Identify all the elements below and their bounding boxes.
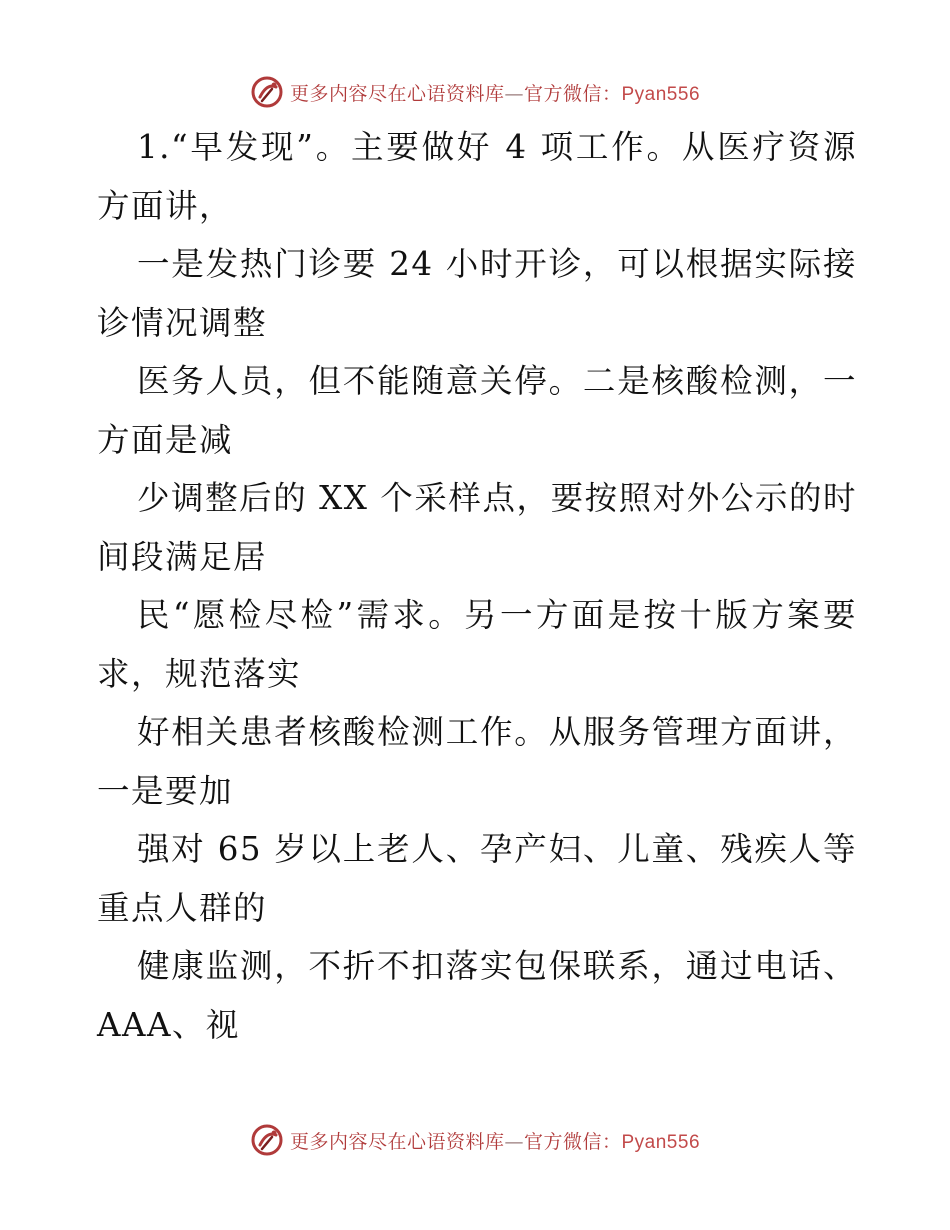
paragraph: 一是发热门诊要 24 小时开诊，可以根据实际接诊情况调整	[97, 245, 857, 342]
brand-text: 更多内容尽在心语资料库	[289, 82, 505, 105]
banner-dash: —	[504, 1130, 524, 1153]
paragraph: 健康监测，不折不扣落实包保联系，通过电话、AAA、视	[97, 947, 857, 1044]
paragraph: 民“愿检尽检”需求。另一方面是按十版方案要求，规范落实	[97, 596, 857, 693]
wechat-id: Pyan556	[621, 1131, 701, 1153]
red-swirl-logo-icon	[250, 75, 284, 109]
paragraph: 好相关患者核酸检测工作。从服务管理方面讲，一是要加	[97, 713, 857, 810]
paragraph: 少调整后的 XX 个采样点，要按照对外公示的时间段满足居	[97, 479, 857, 576]
footer-banner	[0, 1120, 950, 1160]
red-swirl-logo-icon	[250, 1123, 284, 1157]
paragraph: 强对 65 岁以上老人、孕产妇、儿童、残疾人等重点人群的	[97, 830, 857, 927]
document-body	[97, 118, 857, 1054]
banner-dash: —	[504, 82, 524, 105]
brand-text: 更多内容尽在心语资料库	[289, 1130, 505, 1153]
paragraph: 医务人员，但不能随意关停。二是核酸检测，一方面是减	[97, 362, 857, 459]
wechat-label: 官方微信：	[523, 82, 622, 105]
header-banner	[0, 72, 950, 112]
paragraph: 1.“早发现”。主要做好 4 项工作。从医疗资源方面讲，	[97, 128, 857, 225]
wechat-label: 官方微信：	[523, 1130, 622, 1153]
wechat-id: Pyan556	[621, 83, 701, 105]
